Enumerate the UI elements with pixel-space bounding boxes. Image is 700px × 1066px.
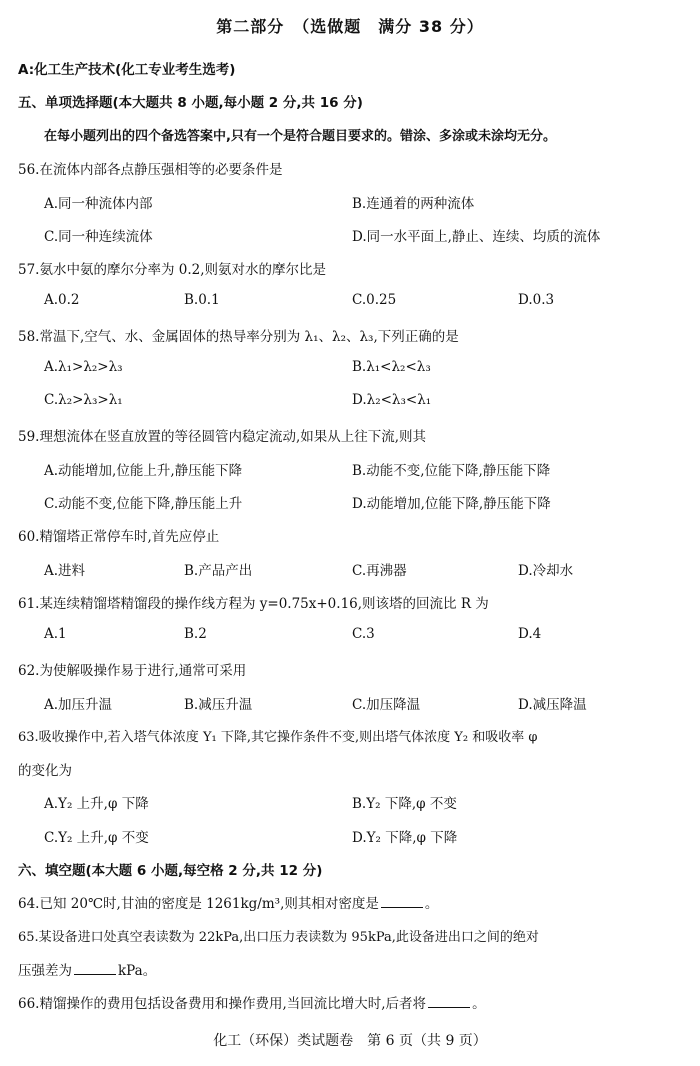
- section-title: 第二部分 （选做题 满分 38 分）: [216, 17, 484, 36]
- q58-option-b: B.λ₁<λ₂<λ₃: [352, 359, 431, 375]
- q61-option-d: D.4: [518, 626, 542, 642]
- q59-option-d: D.动能增加,位能下降,静压能下降: [352, 496, 551, 512]
- q56-option-c: C.同一种连续流体: [44, 229, 153, 245]
- q65-answer-blank[interactable]: [74, 962, 116, 975]
- q59-option-c: C.动能不变,位能下降,静压能上升: [44, 496, 243, 512]
- q62-option-b: B.减压升温: [184, 697, 253, 713]
- q64-end: 。: [424, 896, 439, 912]
- question-59-stem: 59.理想流体在竖直放置的等径圆管内稳定流动,如果从上往下流,则其: [18, 429, 427, 445]
- q59-option-a: A.动能增加,位能上升,静压能下降: [44, 463, 243, 479]
- q66-end: 。: [472, 996, 486, 1012]
- q56-option-d: D.同一水平面上,静止、连续、均质的流体: [352, 229, 601, 245]
- q63-option-d: D.Y₂ 下降,φ 下降: [352, 830, 458, 846]
- q56-option-b: B.连通着的两种流体: [352, 196, 475, 212]
- q58-option-a: A.λ₁>λ₂>λ₃: [44, 359, 123, 375]
- question-66: [18, 992, 486, 1012]
- question-65-continued: [18, 959, 156, 979]
- q58-option-d: D.λ₂<λ₃<λ₁: [352, 392, 432, 408]
- q65-unit: kPa。: [118, 963, 157, 979]
- question-61-stem: 61.某连续精馏塔精馏段的操作线方程为 y=0.75x+0.16,则该塔的回流比 R 为: [18, 596, 489, 612]
- q60-option-c: C.再沸器: [352, 563, 407, 579]
- part5-heading: 五、单项选择题(本大题共 8 小题,每小题 2 分,共 16 分): [18, 95, 363, 111]
- q64-text: 64.已知 20℃时,甘油的密度是 1261kg/m³,则其相对密度是: [18, 896, 379, 912]
- q57-option-a: A.0.2: [44, 292, 80, 308]
- q57-option-c: C.0.25: [352, 292, 397, 308]
- q57-option-b: B.0.1: [184, 292, 220, 308]
- q63-option-b: B.Y₂ 下降,φ 不变: [352, 796, 457, 812]
- question-58-stem: 58.常温下,空气、水、金属固体的热导率分别为 λ₁、λ₂、λ₃,下列正确的是: [18, 329, 459, 345]
- part6-heading: 六、填空题(本大题 6 小题,每空格 2 分,共 12 分): [18, 863, 323, 879]
- question-56-stem: 56.在流体内部各点静压强相等的必要条件是: [18, 162, 283, 178]
- q66-text: 66.精馏操作的费用包括设备费用和操作费用,当回流比增大时,后者将: [18, 996, 427, 1012]
- question-57-stem: 57.氨水中氨的摩尔分率为 0.2,则氨对水的摩尔比是: [18, 262, 327, 278]
- part5-instruction: 在每小题列出的四个备选答案中,只有一个是符合题目要求的。错涂、多涂或未涂均无分。: [44, 129, 556, 144]
- q62-option-c: C.加压降温: [352, 697, 421, 713]
- page-footer: 化工（环保）类试题卷 第 6 页（共 9 页）: [213, 1033, 487, 1049]
- q63-option-c: C.Y₂ 上升,φ 不变: [44, 830, 149, 846]
- q60-option-d: D.冷却水: [518, 563, 574, 579]
- q61-option-a: A.1: [44, 626, 67, 642]
- q63-option-a: A.Y₂ 上升,φ 下降: [44, 796, 149, 812]
- q57-option-d: D.0.3: [518, 292, 555, 308]
- q61-option-b: B.2: [184, 626, 207, 642]
- question-63-stem-continued: 的变化为: [18, 763, 72, 779]
- q59-option-b: B.动能不变,位能下降,静压能下降: [352, 463, 551, 479]
- q64-answer-blank[interactable]: [381, 895, 423, 908]
- q62-option-d: D.减压降温: [518, 697, 587, 713]
- q58-option-c: C.λ₂>λ₃>λ₁: [44, 392, 123, 408]
- q65-text: 压强差为: [18, 963, 72, 979]
- q60-option-a: A.进料: [44, 563, 86, 579]
- question-62-stem: 62.为使解吸操作易于进行,通常可采用: [18, 663, 247, 679]
- q62-option-a: A.加压升温: [44, 697, 113, 713]
- section-a-heading: A:化工生产技术(化工专业考生选考): [18, 62, 236, 78]
- q56-option-a: A.同一种流体内部: [44, 196, 153, 212]
- question-65: 65.某设备进口处真空表读数为 22kPa,出口压力表读数为 95kPa,此设备进出口之间的绝对: [18, 930, 539, 945]
- q61-option-c: C.3: [352, 626, 375, 642]
- q60-option-b: B.产品产出: [184, 563, 253, 579]
- question-63-stem: 63.吸收操作中,若入塔气体浓度 Y₁ 下降,其它操作条件不变,则出塔气体浓度 Y₂ 和吸收率 φ: [18, 730, 538, 745]
- question-64: [18, 892, 438, 912]
- question-60-stem: 60.精馏塔正常停车时,首先应停止: [18, 529, 220, 545]
- q66-answer-blank[interactable]: [428, 995, 470, 1008]
